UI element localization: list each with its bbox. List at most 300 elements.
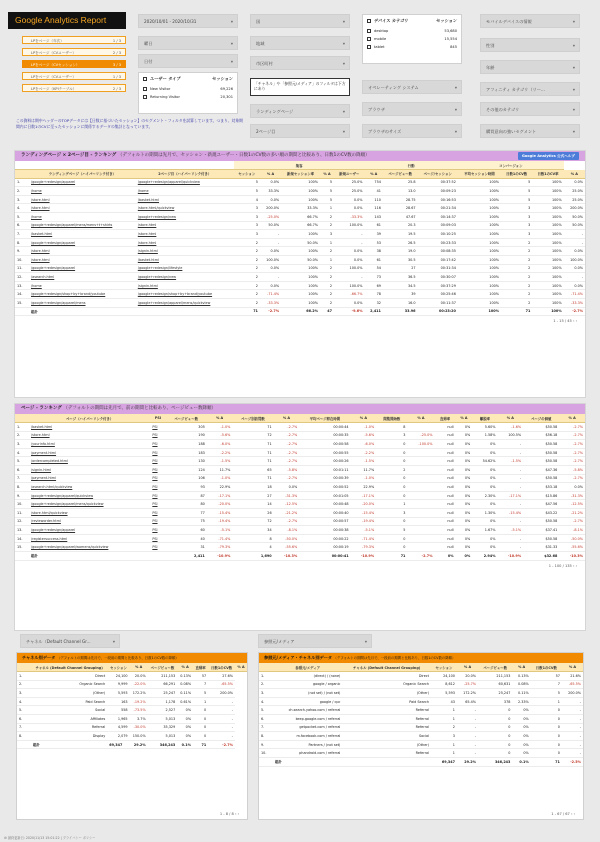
table-cell: -: [564, 273, 585, 282]
column-header[interactable]: 離脱率: [472, 414, 497, 423]
column-header[interactable]: % Δ: [564, 170, 585, 179]
table-cell: -2.7%: [274, 423, 300, 432]
row-number: 7.: [15, 474, 29, 483]
page-link[interactable]: /google+redesign/apparel/mens/mens+t+shirts: [29, 221, 136, 230]
page-link[interactable]: /ordercompleted.html: [29, 457, 150, 466]
column-header[interactable]: % Δ: [498, 414, 524, 423]
chevron-down-icon: ▾: [572, 65, 575, 70]
table-row[interactable]: [259, 706, 583, 715]
page-link[interactable]: PSI: [150, 423, 165, 432]
table-cell: 100%: [458, 273, 501, 282]
column-header: [15, 414, 29, 423]
chevron-left-icon[interactable]: ‹: [234, 812, 237, 816]
table-cell: -2.7%: [274, 431, 300, 440]
column-header[interactable]: セッション: [431, 663, 457, 672]
row-number: 3.: [15, 440, 29, 449]
other-category-filter[interactable]: [480, 102, 580, 116]
checkbox[interactable]: [367, 37, 371, 41]
column-header[interactable]: 平均セッション時間: [458, 170, 501, 179]
page-link[interactable]: PSI: [150, 457, 165, 466]
table-row[interactable]: [15, 423, 585, 432]
column-header[interactable]: 平均ページ滞在時間: [299, 414, 350, 423]
second-page-filter[interactable]: [250, 124, 350, 138]
page-link[interactable]: /payment.html: [29, 474, 150, 483]
page-link[interactable]: /google+redesign/shop+by+brand/youtube: [136, 290, 234, 299]
column-header[interactable]: ページビュー数: [383, 170, 418, 179]
lp-pager[interactable]: [15, 319, 585, 323]
source-pager[interactable]: [551, 812, 583, 816]
page-link[interactable]: /basket.html: [136, 195, 234, 204]
checkbox-all[interactable]: [143, 77, 147, 81]
table-cell: -17.1%: [351, 491, 377, 500]
nav-item-2[interactable]: [22, 48, 126, 56]
column-header[interactable]: 閲覧開始数: [376, 414, 407, 423]
nav-item-1[interactable]: [22, 36, 126, 44]
page-section-header: [15, 404, 585, 414]
table-row[interactable]: [259, 689, 583, 698]
table-cell: 100%: [458, 256, 501, 265]
page-link[interactable]: PSI: [150, 491, 165, 500]
table-cell: 2: [234, 264, 260, 273]
table-row[interactable]: [15, 230, 585, 239]
column-header: [15, 170, 29, 179]
table-cell: 211,153: [478, 672, 512, 681]
page-link[interactable]: /basket.html: [29, 423, 150, 432]
chevron-right-icon[interactable]: ›: [237, 812, 239, 816]
table-row[interactable]: [15, 500, 585, 509]
page-link[interactable]: /google+redesign/new: [136, 273, 234, 282]
table-cell: 305: [166, 423, 207, 432]
table-cell: null: [434, 466, 455, 475]
column-header[interactable]: % Δ: [364, 170, 382, 179]
region-filter[interactable]: [250, 36, 350, 50]
table-cell: 1.58%: [472, 431, 497, 440]
table-cell: 57: [193, 672, 208, 681]
filter-label: オペレーティング システム: [368, 85, 419, 90]
table-cell: 0%: [472, 534, 497, 543]
table-cell: 2: [320, 247, 334, 256]
column-header[interactable]: % Δ: [456, 414, 473, 423]
table-row[interactable]: [17, 715, 247, 724]
channel-table-body: [17, 672, 247, 749]
row-number: 6.: [15, 221, 29, 230]
row-number: 3.: [15, 195, 29, 204]
page-link[interactable]: /signin.html: [136, 247, 234, 256]
chevron-down-icon: ▾: [454, 107, 457, 112]
date-range-picker[interactable]: [138, 14, 238, 28]
table-cell: -1.0%: [207, 474, 233, 483]
chevron-right-icon[interactable]: ›: [575, 319, 577, 324]
table-cell: 24,100: [431, 672, 457, 681]
table-cell: 2: [320, 264, 334, 273]
chevron-left-icon[interactable]: ‹: [572, 563, 575, 568]
nav-num: 3 / 3: [112, 63, 121, 67]
column-header[interactable]: % Δ: [207, 414, 233, 423]
page-link[interactable]: /store.html: [29, 256, 136, 265]
user-type-title: ユーザー タイプ: [150, 76, 181, 81]
page-link[interactable]: /home: [29, 213, 136, 222]
pager-label: 1 - 100 / 135: [548, 563, 572, 568]
page-link[interactable]: /google+redesign/new: [136, 213, 234, 222]
total-cell: 2,411: [166, 552, 207, 561]
table-cell: 3: [501, 230, 532, 239]
table-row[interactable]: [15, 195, 585, 204]
table-row[interactable]: [259, 697, 583, 706]
page-link[interactable]: PSI: [150, 500, 165, 509]
table-row[interactable]: [15, 238, 585, 247]
page-link[interactable]: /asearch.html/quickview: [29, 483, 150, 492]
table-row[interactable]: [17, 689, 247, 698]
nav-item-4[interactable]: [22, 72, 126, 80]
table-cell: $50.58: [523, 423, 559, 432]
column-header[interactable]: 直帰率: [193, 663, 208, 672]
day-filter[interactable]: [138, 36, 238, 50]
column-header[interactable]: % Δ: [562, 663, 583, 672]
page-link[interactable]: /store.html: [136, 230, 234, 239]
mobile-model-filter[interactable]: [480, 14, 580, 28]
page-link[interactable]: /store.html: [136, 238, 234, 247]
total-cell: 71: [234, 307, 260, 316]
nav-item-5[interactable]: [22, 84, 126, 92]
table-row[interactable]: [15, 221, 585, 230]
row-number: 13.: [15, 526, 29, 535]
table-cell: [407, 457, 434, 466]
page-link[interactable]: /revieworder.html: [29, 517, 150, 526]
table-cell: 00:00:39: [299, 474, 350, 483]
row-number: 2.: [15, 187, 29, 196]
table-row[interactable]: [15, 448, 585, 457]
channel-filter[interactable]: [20, 634, 120, 648]
table-row[interactable]: [15, 491, 585, 500]
city-filter[interactable]: [250, 56, 350, 70]
table-cell: 61: [364, 256, 382, 265]
table-row[interactable]: [259, 672, 583, 681]
table-cell: -: [334, 230, 364, 239]
table-cell: 0: [531, 723, 562, 732]
page-link[interactable]: PSI: [150, 483, 165, 492]
table-cell: -20.0%: [207, 500, 233, 509]
table-row[interactable]: [259, 680, 583, 689]
table-cell: null: [434, 534, 455, 543]
table-row[interactable]: [17, 706, 247, 715]
table-cell: 66.7%: [281, 221, 320, 230]
column-header[interactable]: セッション: [107, 663, 129, 672]
column-header[interactable]: ページ別訪問数: [232, 414, 273, 423]
checkbox[interactable]: [143, 87, 147, 91]
page-link[interactable]: PSI: [150, 448, 165, 457]
table-cell: 4: [232, 543, 273, 552]
column-header[interactable]: 直帰率: [434, 414, 455, 423]
page-link[interactable]: /signin.html: [29, 466, 150, 475]
table-row[interactable]: [15, 178, 585, 187]
column-header[interactable]: ページ（ハイパーリンク付き）: [29, 414, 150, 423]
table-row[interactable]: [259, 749, 583, 758]
column-header[interactable]: % Δ: [320, 170, 334, 179]
column-header[interactable]: % Δ: [235, 663, 247, 672]
source-filter[interactable]: [258, 634, 372, 648]
table-cell: 0.0%: [334, 247, 364, 256]
table-row[interactable]: [17, 723, 247, 732]
landing-page-filter[interactable]: [250, 104, 350, 118]
page-link[interactable]: /home: [136, 187, 234, 196]
column-header[interactable]: ページの価値: [523, 414, 559, 423]
page-link[interactable]: PSI: [150, 534, 165, 543]
page-link[interactable]: /home: [29, 187, 136, 196]
table-row[interactable]: [15, 517, 585, 526]
table-cell: 19.0: [383, 247, 418, 256]
table-row[interactable]: [15, 526, 585, 535]
column-header[interactable]: 新規ユーザー: [334, 170, 364, 179]
table-cell: 25.8: [383, 178, 418, 187]
table-row[interactable]: [15, 187, 585, 196]
list-item[interactable]: [139, 93, 237, 101]
page-link[interactable]: /yourinfo.html: [29, 440, 150, 449]
table-row[interactable]: [15, 256, 585, 265]
page-link[interactable]: /google+redesign/apparel/mens: [29, 299, 136, 308]
table-cell: -2.7%: [274, 517, 300, 526]
page-link[interactable]: /google+redesign/shop+by+brand/youtube: [29, 290, 136, 299]
page-link[interactable]: PSI: [150, 543, 165, 552]
column-header[interactable]: 2ページ目（ハイパーリンク付き）: [136, 170, 234, 179]
table-cell: 190: [166, 431, 207, 440]
page-link[interactable]: /google+redesign/apparel/womens/quickview: [29, 543, 150, 552]
page-link[interactable]: /basket.html: [136, 256, 234, 265]
table-cell: 100.0%: [260, 256, 281, 265]
table-row[interactable]: [17, 672, 247, 681]
row-value: 20,301: [220, 95, 233, 99]
table-row[interactable]: [15, 440, 585, 449]
table-cell: 100%: [458, 204, 501, 213]
page-link[interactable]: PSI: [150, 509, 165, 518]
table-row[interactable]: [17, 697, 247, 706]
table-cell: 00:00:40: [299, 509, 350, 518]
page-link[interactable]: /google+redesign/apparel: [29, 526, 150, 535]
page-link[interactable]: /store.html/quickview: [136, 204, 234, 213]
row-number: [15, 307, 29, 316]
table-cell: 0%: [456, 474, 473, 483]
table-cell: 50.0%: [564, 213, 585, 222]
page-link[interactable]: /store.html: [29, 431, 150, 440]
table-row[interactable]: [15, 213, 585, 222]
page-link[interactable]: /google+redesign/apparel/quickview: [29, 491, 150, 500]
table-cell: 100%: [532, 221, 563, 230]
page-link[interactable]: /store.html/quickview: [29, 509, 150, 518]
list-item[interactable]: [363, 35, 461, 43]
page-link[interactable]: /store.html: [29, 204, 136, 213]
age-filter[interactable]: [480, 60, 580, 74]
filter-label: 日付: [144, 59, 153, 64]
row-number: 9.: [15, 491, 29, 500]
page-link[interactable]: /google+redesign/apparel/mens/quickview: [29, 500, 150, 509]
column-header[interactable]: % Δ: [130, 663, 148, 672]
column-header[interactable]: 日数1のCV率: [532, 170, 563, 179]
chevron-right-icon[interactable]: ›: [575, 563, 577, 568]
page-link[interactable]: /google+redesign/apparel: [29, 264, 136, 273]
checkbox-all[interactable]: [367, 19, 371, 23]
table-cell: null: [434, 483, 455, 492]
channel-pager[interactable]: [220, 812, 247, 816]
table-cell: 27.6%: [208, 672, 235, 681]
page-link[interactable]: PSI: [150, 466, 165, 475]
page-link[interactable]: /store.html: [29, 247, 136, 256]
table-cell: [407, 474, 434, 483]
list-item[interactable]: [363, 27, 461, 35]
page-pager[interactable]: [15, 564, 585, 568]
column-header[interactable]: 日数1のCV数: [501, 170, 532, 179]
page-link[interactable]: /basket.html: [29, 230, 136, 239]
table-cell: 0: [193, 706, 208, 715]
table-row[interactable]: [15, 290, 585, 299]
table-cell: 5: [320, 178, 334, 187]
page-link[interactable]: /store.html: [29, 195, 136, 204]
table-row[interactable]: [259, 715, 583, 724]
table-row[interactable]: [15, 204, 585, 213]
page-link[interactable]: /store.html: [136, 221, 234, 230]
country-filter[interactable]: [250, 14, 350, 28]
table-cell: 00:30:07: [418, 273, 458, 282]
table-row[interactable]: [15, 509, 585, 518]
table-row[interactable]: [15, 534, 585, 543]
table-row[interactable]: [15, 457, 585, 466]
total-cell: 総計: [273, 758, 342, 767]
table-row[interactable]: [15, 543, 585, 552]
page-link[interactable]: /google+redesign/apparel/quickview: [136, 178, 234, 187]
table-row[interactable]: [259, 740, 583, 749]
column-header[interactable]: % Δ: [559, 414, 585, 423]
checkbox[interactable]: [143, 95, 147, 99]
list-item[interactable]: [363, 43, 461, 51]
table-cell: 0: [376, 534, 407, 543]
page-link[interactable]: PSI: [150, 474, 165, 483]
nav-item-3[interactable]: [22, 60, 126, 68]
table-cell: 2: [234, 238, 260, 247]
table-cell: 41: [364, 187, 382, 196]
column-header[interactable]: % Δ: [177, 663, 193, 672]
column-header[interactable]: % Δ: [407, 414, 434, 423]
chevron-right-icon[interactable]: ›: [573, 812, 575, 816]
table-row[interactable]: [259, 723, 583, 732]
column-header[interactable]: % Δ: [260, 170, 281, 179]
total-cell: 0%: [434, 552, 455, 561]
column-header[interactable]: % Δ: [512, 663, 530, 672]
column-header[interactable]: ページ/セッション: [418, 170, 458, 179]
date-filter[interactable]: [138, 54, 238, 68]
page-link[interactable]: /signin.html: [136, 281, 234, 290]
in-market-filter[interactable]: [480, 124, 580, 138]
table-row[interactable]: [15, 273, 585, 282]
group-spacer: [15, 161, 234, 170]
column-header[interactable]: PSI: [150, 414, 165, 423]
page-link[interactable]: /home: [29, 281, 136, 290]
page-link[interactable]: PSI: [150, 440, 165, 449]
column-header[interactable]: % Δ: [351, 414, 377, 423]
table-row[interactable]: [15, 466, 585, 475]
table-cell: 00:11:37: [418, 299, 458, 308]
row-number: 5.: [15, 213, 29, 222]
table-cell: [407, 543, 434, 552]
table-cell: 0.0%: [564, 264, 585, 273]
total-row: [15, 552, 585, 561]
table-row[interactable]: [15, 299, 585, 308]
browser-filter[interactable]: [362, 102, 462, 116]
page-link[interactable]: PSI: [150, 526, 165, 535]
table-row[interactable]: [259, 732, 583, 741]
page-link[interactable]: /google+redesign/lifestyle: [136, 264, 234, 273]
column-header[interactable]: % Δ: [457, 663, 478, 672]
table-cell: -2.7%: [274, 448, 300, 457]
column-header[interactable]: チャネル (Default Channel Grouping): [31, 663, 107, 672]
table-cell: 7: [531, 680, 562, 689]
table-cell: -79.3%: [351, 543, 377, 552]
page-link[interactable]: /google+redesign/apparel: [29, 238, 136, 247]
checkbox[interactable]: [367, 29, 371, 33]
table-row[interactable]: [15, 247, 585, 256]
table-cell: -6.0%: [351, 440, 377, 449]
table-cell: 0.13%: [177, 672, 193, 681]
chevron-left-icon[interactable]: ‹: [570, 812, 573, 816]
page-link[interactable]: /registersuccess.html: [29, 534, 150, 543]
page-link[interactable]: /payment.html: [29, 448, 150, 457]
affinity-filter[interactable]: [480, 82, 580, 96]
column-header[interactable]: 新規セッション率: [281, 170, 320, 179]
column-header[interactable]: ページビュー数: [478, 663, 512, 672]
list-item[interactable]: [139, 85, 237, 93]
table-row[interactable]: [15, 431, 585, 440]
page-link[interactable]: PSI: [150, 431, 165, 440]
table-row[interactable]: [17, 680, 247, 689]
page-link[interactable]: /google+redesign/apparel: [29, 178, 136, 187]
column-header[interactable]: % Δ: [274, 414, 300, 423]
total-cell: $32.68: [523, 552, 559, 561]
table-cell: 27: [383, 264, 418, 273]
column-header[interactable]: セッション: [234, 170, 260, 179]
column-header[interactable]: 日数1のCV数: [208, 663, 235, 672]
total-cell: -10.9%: [207, 552, 233, 561]
total-cell: 100%: [532, 307, 563, 316]
page-link[interactable]: /asearch.html: [29, 273, 136, 282]
table-cell: 2: [501, 238, 532, 247]
table-cell: 00:00:19: [299, 543, 350, 552]
page-link[interactable]: PSI: [150, 517, 165, 526]
table-cell: 5: [320, 195, 334, 204]
chevron-left-icon[interactable]: ‹: [572, 319, 575, 324]
column-header[interactable]: ページビュー数: [166, 414, 207, 423]
column-header[interactable]: 参照元/メディア: [273, 663, 342, 672]
os-filter[interactable]: [362, 80, 462, 94]
table-cell: 100%: [281, 264, 320, 273]
column-header[interactable]: ページビュー数: [148, 663, 178, 672]
row-number: 7.: [15, 230, 29, 239]
lp-table: [15, 161, 585, 316]
gender-filter[interactable]: [480, 38, 580, 52]
checkbox[interactable]: [367, 45, 371, 49]
browser-size-filter[interactable]: [362, 124, 462, 138]
table-row[interactable]: [15, 483, 585, 492]
page-link[interactable]: /google+redesign/apparel/mens/quickview: [136, 299, 234, 308]
column-header[interactable]: ランディングページ（ハイパーリンク付き）: [29, 170, 136, 179]
table-cell: -71.4%: [564, 290, 585, 299]
table-row[interactable]: [15, 474, 585, 483]
total-cell: -9.6%: [334, 307, 364, 316]
table-row[interactable]: [15, 264, 585, 273]
table-cell: 100%: [281, 299, 320, 308]
column-header[interactable]: 日数1のCV数: [531, 663, 562, 672]
help-button[interactable]: Google Analytics 公式ヘルプ: [518, 152, 579, 160]
table-cell: 39: [364, 230, 382, 239]
column-header[interactable]: チャネル (Default Channel Grouping): [342, 663, 431, 672]
table-row[interactable]: [17, 732, 247, 741]
table-row[interactable]: [15, 281, 585, 290]
